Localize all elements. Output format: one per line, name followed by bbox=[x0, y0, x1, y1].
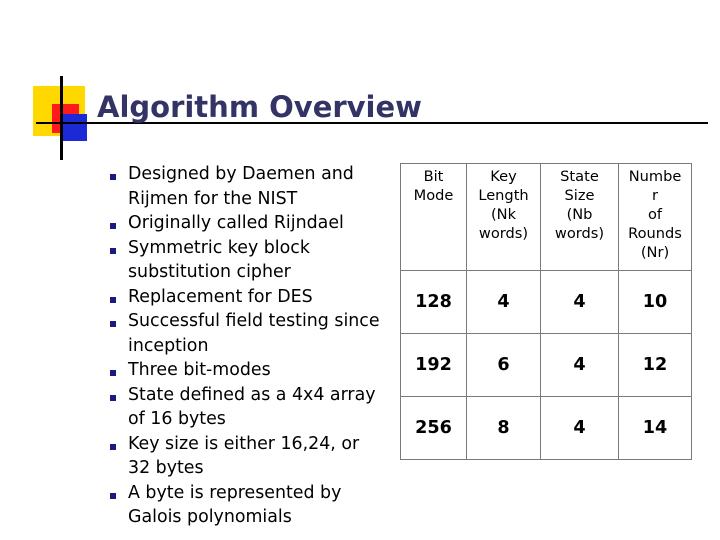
slide-title: Algorithm Overview bbox=[97, 90, 422, 124]
bullet-item bbox=[110, 432, 382, 481]
header-bit-mode bbox=[401, 164, 467, 271]
table-cell: 256 bbox=[401, 397, 467, 460]
bullet-square-icon bbox=[110, 370, 116, 376]
table-cell: 192 bbox=[401, 334, 467, 397]
table-cell: 4 bbox=[541, 334, 619, 397]
bullet-square-icon bbox=[110, 395, 116, 401]
header-state-size-label: State Size (Nb words) bbox=[554, 168, 605, 242]
header-state-size bbox=[541, 164, 619, 271]
table-cell: 8 bbox=[467, 397, 541, 460]
bullet-item bbox=[110, 309, 382, 358]
bullet-item bbox=[110, 162, 382, 211]
table-cell: 14 bbox=[619, 397, 692, 460]
table-row bbox=[401, 334, 692, 397]
bullet-text: Symmetric key block substitution cipher bbox=[128, 237, 310, 282]
bullet-square-icon bbox=[110, 493, 116, 499]
bullet-item bbox=[110, 383, 382, 432]
bullet-square-icon bbox=[110, 248, 116, 254]
aes-parameter-table bbox=[400, 163, 692, 460]
bullet-text: Key size is either 16,24, or 32 bytes bbox=[128, 433, 360, 478]
header-key-length-label: Key Length (Nk words) bbox=[478, 168, 529, 242]
bullet-item bbox=[110, 358, 382, 383]
table-header-row bbox=[401, 164, 692, 271]
bullet-square-icon bbox=[110, 297, 116, 303]
table-cell: 4 bbox=[541, 397, 619, 460]
bullet-text: Originally called Rijndael bbox=[128, 213, 344, 233]
bullet-list bbox=[110, 162, 382, 530]
bullet-square-icon bbox=[110, 444, 116, 450]
logo-vertical-line bbox=[60, 76, 63, 160]
bullet-item bbox=[110, 211, 382, 236]
table-cell: 4 bbox=[467, 271, 541, 334]
table-cell: 4 bbox=[541, 271, 619, 334]
logo-blue-square bbox=[60, 114, 87, 141]
table-row bbox=[401, 271, 692, 334]
header-key-length bbox=[467, 164, 541, 271]
bullet-square-icon bbox=[110, 174, 116, 180]
table-row bbox=[401, 397, 692, 460]
header-bit-mode-label: Bit Mode bbox=[413, 168, 454, 204]
bullet-square-icon bbox=[110, 321, 116, 327]
bullet-text: Replacement for DES bbox=[128, 286, 313, 307]
header-number-of-rounds bbox=[619, 164, 692, 271]
table-cell: 128 bbox=[401, 271, 467, 334]
bullet-text: Three bit-modes bbox=[128, 360, 271, 380]
bullet-item bbox=[110, 285, 382, 310]
bullet-item bbox=[110, 481, 382, 530]
bullet-text: State defined as a 4x4 array of 16 bytes bbox=[128, 384, 376, 429]
header-rounds-label: Numbe r of Rounds (Nr) bbox=[628, 168, 682, 261]
bullet-text: A byte is represented by Galois polynomials bbox=[128, 482, 342, 527]
bullet-item bbox=[110, 236, 382, 285]
bullet-text: Designed by Daemen and Rijmen for the NIST bbox=[128, 164, 354, 209]
table-cell: 6 bbox=[467, 334, 541, 397]
table-cell: 12 bbox=[619, 334, 692, 397]
bullet-text: Successful field testing since inception bbox=[128, 311, 380, 356]
table-cell: 10 bbox=[619, 271, 692, 334]
bullet-square-icon bbox=[110, 223, 116, 229]
